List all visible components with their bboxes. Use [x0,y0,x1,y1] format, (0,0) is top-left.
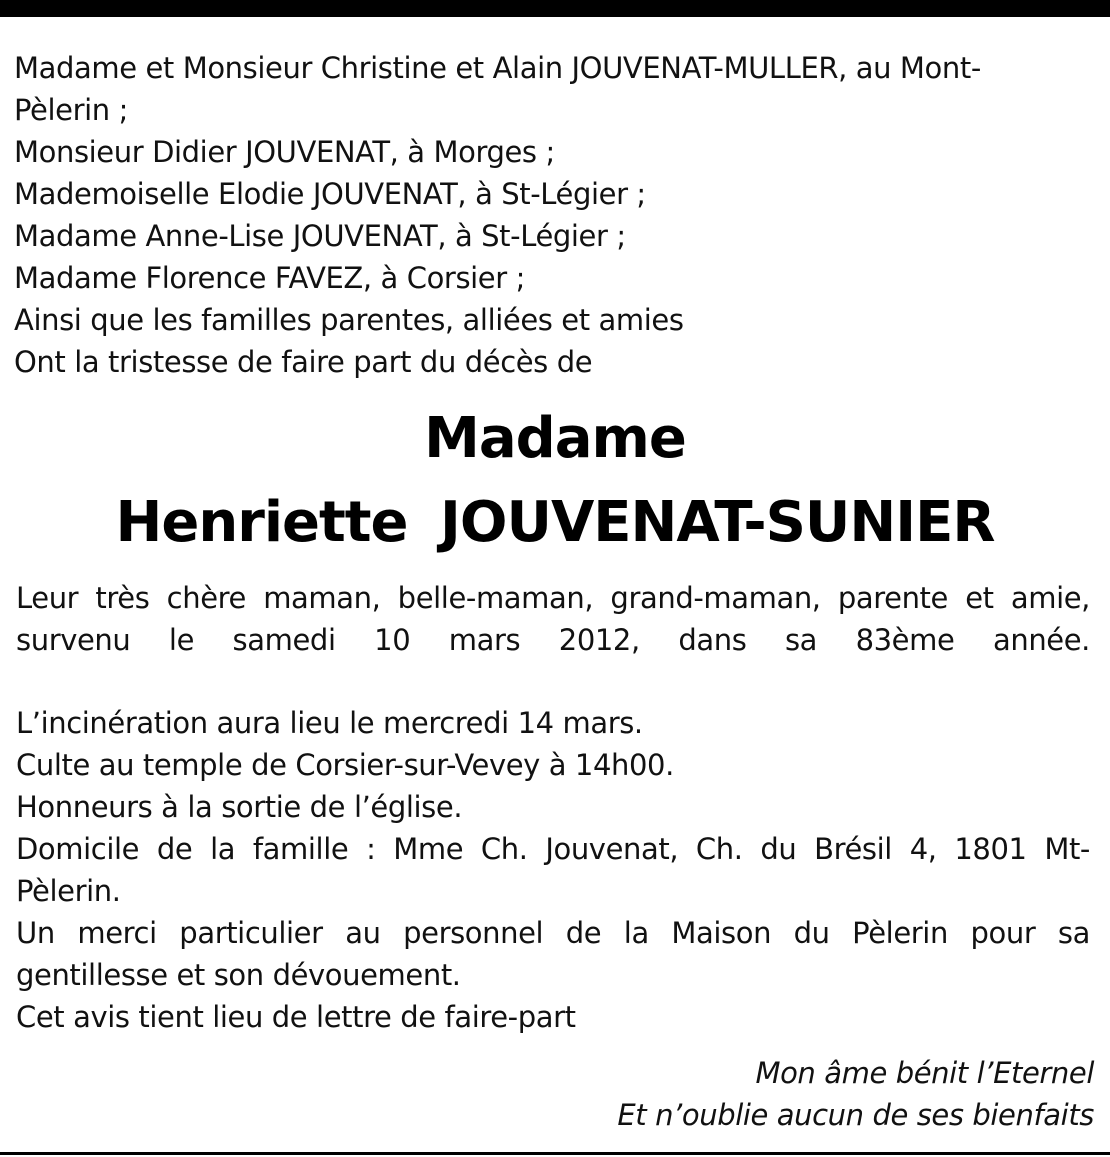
announcement-text [16,577,1090,661]
quote-line: Et n’oublie aucun de ses bienfaits [617,1098,1094,1132]
family-line: Mademoiselle Elodie JOUVENAT, à St-Légier ; [14,177,646,211]
details-line: Domicile de la famille : Mme Ch. Jouvenat, Ch. du Brésil 4, 1801 Mt- [16,832,1090,866]
family-line: Ont la tristesse de faire part du décès de [14,345,593,379]
family-line: Madame Anne-Lise JOUVENAT, à St-Légier ; [14,219,626,253]
details-line: Pèlerin. [16,874,121,908]
details-line: gentillesse et son dévouement. [16,958,461,992]
closing-quote [617,1052,1094,1136]
deceased-name: Henriette JOUVENAT-SUNIER [115,490,995,555]
family-line: Ainsi que les familles parentes, alliées et amies [14,303,684,337]
details-line: Cet avis tient lieu de lettre de faire-part [16,1000,576,1034]
details-line: L’incinération aura lieu le mercredi 14 mars. [16,706,643,740]
family-line: Madame Florence FAVEZ, à Corsier ; [14,261,525,295]
bottom-border-rule [0,1152,1110,1155]
family-line: Pèlerin ; [14,93,128,127]
deceased-title: Madame [424,406,686,471]
announcement-line: survenu le samedi 10 mars 2012, dans sa 83ème année. [16,623,1090,657]
top-border-rule [0,0,1110,17]
ceremony-details [16,702,1090,1038]
quote-line: Mon âme bénit l’Eternel [755,1056,1094,1090]
details-line: Un merci particulier au personnel de la Maison du Pèlerin pour sa [16,916,1090,950]
family-list [14,47,1094,383]
family-line: Madame et Monsieur Christine et Alain JOUVENAT-MULLER, au Mont- [14,51,981,85]
details-line: Honneurs à la sortie de l’église. [16,790,463,824]
family-line: Monsieur Didier JOUVENAT, à Morges ; [14,135,555,169]
announcement-line: Leur très chère maman, belle-maman, grand-maman, parente et amie, [16,581,1090,615]
details-line: Culte au temple de Corsier-sur-Vevey à 14h00. [16,748,674,782]
